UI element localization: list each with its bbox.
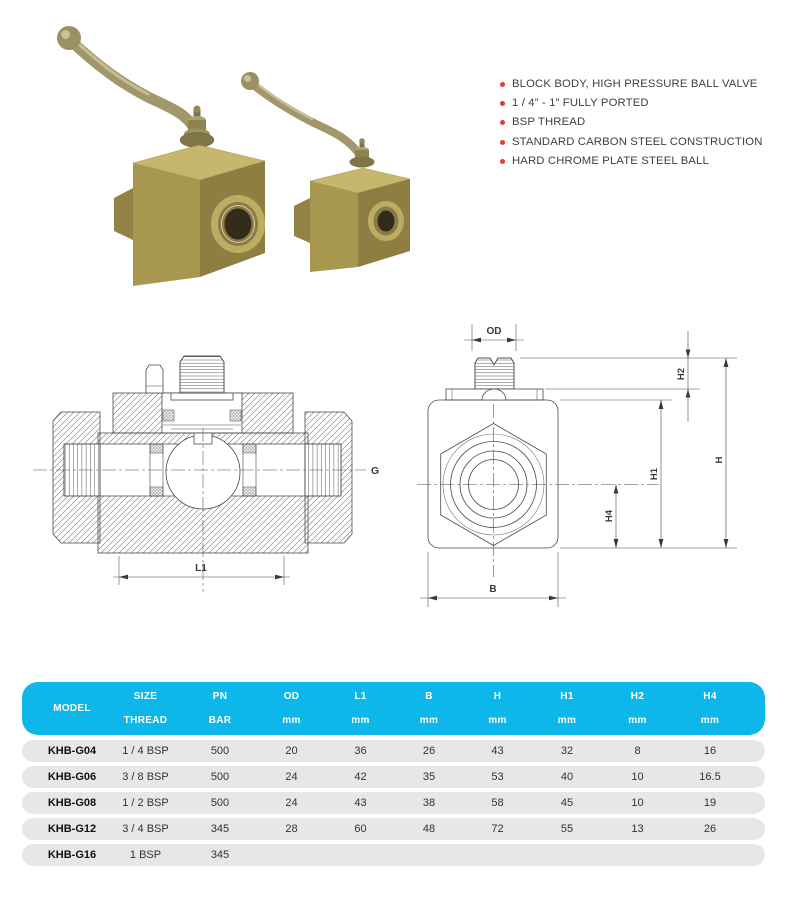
cell-size: 1 BSP	[129, 849, 162, 861]
bullet-icon	[500, 159, 505, 164]
cell-od: 28	[285, 823, 298, 835]
cell-model: KHB-G16	[47, 849, 97, 861]
cell-model: KHB-G12	[47, 823, 97, 835]
table-row	[22, 818, 765, 840]
cell-h1: 45	[560, 797, 574, 809]
cell-h: 58	[491, 797, 504, 809]
dim-label-h4: H4	[604, 509, 615, 523]
cell-pn: 500	[210, 771, 230, 783]
header-l1: L1 mm	[351, 691, 370, 726]
feature-text: BSP THREAD	[512, 116, 586, 129]
cell-h4: 26	[703, 823, 717, 835]
dim-label-h: H	[714, 456, 725, 464]
cell-model: KHB-G08	[47, 797, 97, 809]
bullet-icon	[500, 120, 505, 125]
cell-b: 38	[422, 797, 436, 809]
feature-text: BLOCK BODY, HIGH PRESSURE BALL VALVE	[512, 78, 758, 90]
cell-od: 24	[285, 797, 298, 809]
header-size: SIZE THREAD	[123, 691, 168, 726]
cell-h: 43	[491, 745, 504, 757]
cell-pn: 500	[210, 745, 230, 757]
feature-text: STANDARD CARBON STEEL CONSTRUCTION	[512, 135, 763, 148]
dim-label-g: G	[371, 465, 380, 477]
cell-h2: 13	[631, 823, 644, 835]
cell-b: 35	[422, 771, 436, 783]
cell-h4: 19	[703, 797, 717, 809]
cell-l1: 36	[354, 745, 367, 757]
bullet-icon	[500, 82, 505, 87]
cell-h1: 32	[560, 745, 574, 757]
cell-b: 48	[422, 823, 436, 835]
cell-od: 20	[285, 745, 298, 757]
cell-pn: 345	[210, 849, 230, 861]
feature-item	[500, 136, 792, 149]
dim-label-h2: H2	[676, 367, 687, 381]
feature-item	[500, 155, 792, 168]
bullet-icon	[500, 140, 505, 145]
header-h4: H4 mm	[700, 691, 720, 726]
dim-label-od: OD	[486, 326, 502, 337]
header-b: B mm	[419, 691, 439, 726]
feature-item	[500, 78, 792, 91]
dimension-drawing	[400, 315, 795, 615]
cell-h1: 40	[560, 771, 574, 783]
cell-size: 1 / 2 BSP	[122, 797, 169, 809]
bullet-icon	[500, 101, 505, 106]
table-row	[22, 792, 765, 814]
cell-l1: 43	[354, 797, 367, 809]
cell-h4: 16.5	[699, 771, 721, 783]
table-row	[22, 766, 765, 788]
cell-pn: 500	[210, 797, 230, 809]
product-photos	[25, 10, 475, 300]
cell-l1: 42	[354, 771, 367, 783]
cell-model: KHB-G06	[47, 771, 97, 783]
spec-table	[22, 682, 765, 870]
cell-h2: 8	[634, 745, 641, 757]
cell-size: 3 / 4 BSP	[122, 823, 169, 835]
cell-size: 1 / 4 BSP	[122, 745, 169, 757]
header-pn: PN BAR	[208, 691, 232, 726]
header-h1: H1 mm	[557, 691, 577, 726]
table-header	[22, 682, 765, 735]
cell-h: 53	[491, 771, 504, 783]
feature-text: 1 / 4” - 1” FULLY PORTED	[512, 97, 649, 110]
cell-model: KHB-G04	[47, 745, 97, 757]
header-model: MODEL	[53, 703, 91, 714]
large-valve-photo	[57, 26, 265, 286]
cell-pn: 345	[210, 823, 230, 835]
header-od: OD mm	[282, 691, 301, 726]
cell-od: 24	[285, 771, 298, 783]
dim-label-l1: L1	[195, 563, 207, 574]
feature-item	[500, 116, 792, 129]
cell-h2: 10	[631, 797, 644, 809]
table-row	[22, 844, 765, 866]
cell-l1: 60	[354, 823, 367, 835]
section-drawing	[25, 330, 385, 615]
header-h: H mm	[488, 691, 507, 726]
cell-h1: 55	[560, 823, 574, 835]
dim-label-h1: H1	[649, 467, 660, 481]
feature-text: HARD CHROME PLATE STEEL BALL	[512, 154, 709, 167]
cell-h: 72	[491, 823, 504, 835]
cell-b: 26	[422, 745, 436, 757]
features-list	[500, 78, 792, 174]
header-h2: H2 mm	[628, 691, 647, 726]
dim-label-b: B	[489, 584, 497, 595]
small-valve-photo	[241, 72, 410, 272]
table-body	[22, 740, 765, 866]
feature-item	[500, 97, 792, 110]
cell-size: 3 / 8 BSP	[122, 771, 169, 783]
cell-h4: 16	[703, 745, 717, 757]
cell-h2: 10	[631, 771, 644, 783]
table-row	[22, 740, 765, 762]
